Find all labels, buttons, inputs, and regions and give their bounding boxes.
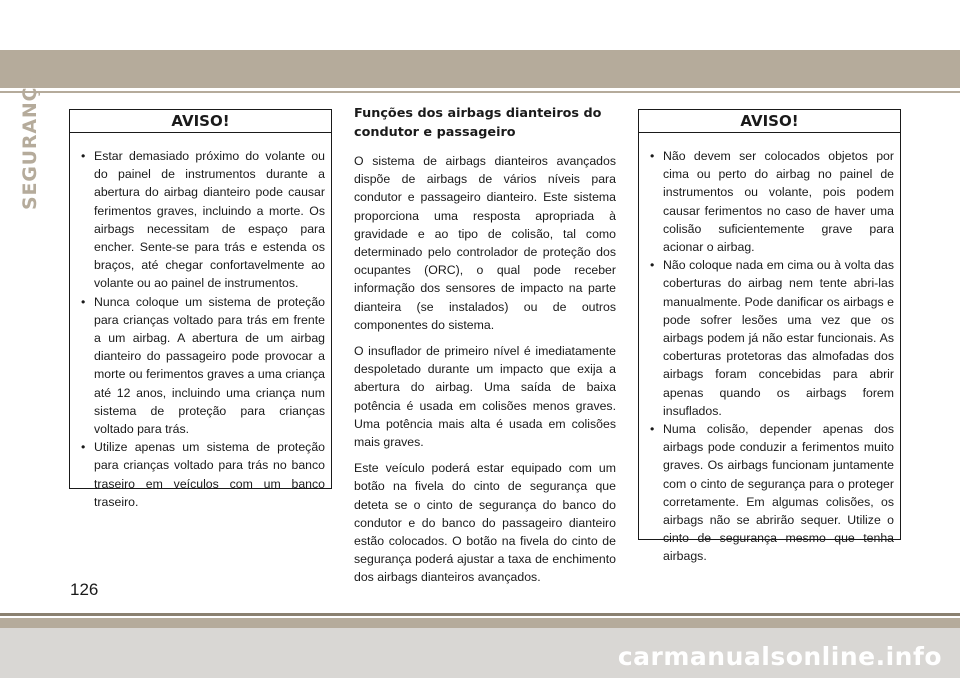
- list-item: • Utilize apenas um sistema de proteção para crianças voltado para trás no banco traseiro em veículos com um banco traseiro.: [81, 438, 325, 511]
- section-heading: Funções dos airbags dianteiros do condutor e passageiro: [354, 106, 602, 140]
- paragraph: Este veículo poderá estar equipado com um botão na fivela do cinto de segurança que deteta se o cinto de segurança do banco do condutor e do banco do passageiro dianteiro estão colocados. O botão na fivela do cinto de segurança poderá ajustar a taxa de enchimento dos airbags dianteiros avançados.: [354, 461, 616, 585]
- warning-list: [70, 133, 331, 511]
- warning-list: [639, 133, 900, 566]
- warning-heading: AVISO!: [639, 110, 900, 133]
- list-item: • Nunca coloque um sistema de proteção para crianças voltado para trás em frente a um airbag. A abertura de um airbag dianteiro do passageiro pode provocar a morte ou ferimentos graves a uma criança até 12 anos, incluindo uma criança num sistema de proteção para crianças voltado para trás.: [81, 293, 325, 439]
- watermark-text: carmanualsonline.info: [617, 642, 942, 671]
- warning-box-right: [638, 109, 901, 564]
- header-band: [0, 50, 960, 88]
- body-column: [354, 104, 616, 595]
- paragraph: O insuflador de primeiro nível é imediatamente despoletado durante um impacto que exija a abertura do airbag. Uma saída de baixa potência é usada em colisões menos graves. Uma potência mais alta é usada em colisões mais graves.: [354, 344, 616, 450]
- list-item: • Estar demasiado próximo do volante ou do painel de instrumentos durante a abertura do airbag dianteiro pode causar ferimentos graves, incluindo a morte. Os airbags necessitam de espaço para encher. Sente-se para trás e estenda os braços, até chegar confortavelmente ao volante ou ao painel de instrumentos.: [81, 147, 325, 293]
- page-number: 126: [70, 580, 99, 599]
- header-rule: [0, 91, 960, 93]
- warning-heading: AVISO!: [70, 110, 331, 133]
- footer-band: [0, 618, 960, 628]
- list-item: • Não coloque nada em cima ou à volta das coberturas do airbag nem tente abri-las manualmente. Pode danificar os airbags e pode sofrer lesões uma vez que os airbags podem já não estar funcionais. As coberturas protetoras das almofadas dos airbags foram concebidas para abrir apenas quando os airbags forem insuflados.: [650, 256, 894, 420]
- list-item: • Numa colisão, depender apenas dos airbags pode conduzir a ferimentos muito graves. Os airbags funcionam juntamente com o cinto de segurança para o proteger corretamente. Em algumas colisões, os airbags não se abrirão sequer. Utilize o cinto de segurança mesmo que tenha airbags.: [650, 420, 894, 566]
- warning-box-left: [69, 109, 332, 509]
- list-item: • Não devem ser colocados objetos por cima ou perto do airbag no painel de instrumentos ou volante, pois podem causar ferimentos no caso de haver uma colisão suficientemente grave para acionar o airbag.: [650, 147, 894, 256]
- footer-rule: [0, 613, 960, 616]
- section-title: SEGURANÇA: [19, 71, 41, 210]
- paragraph: O sistema de airbags dianteiros avançados dispõe de airbags de vários níveis para condutor e passageiro dianteiro. Este sistema proporciona uma resposta apropriada à gravidade e ao tipo de colisão, tal como determinado pelo controlador de proteção dos ocupantes (ORC), o qual pode receber informação dos sensores de impacto na parte dianteira (se instalados) ou de outros componentes do sistema.: [354, 154, 616, 332]
